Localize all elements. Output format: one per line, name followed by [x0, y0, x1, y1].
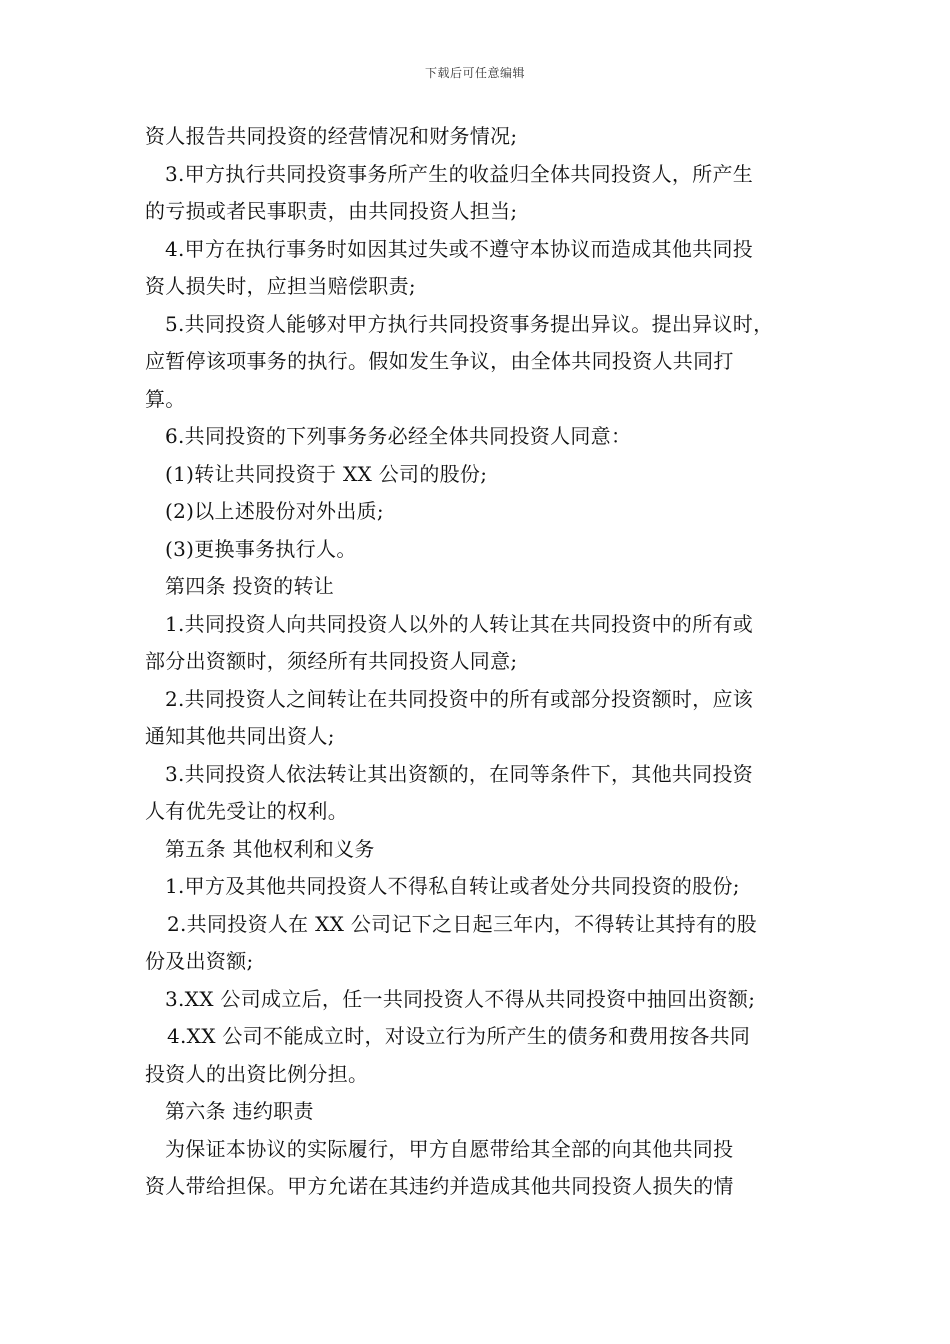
text-line: 算。 — [145, 386, 186, 411]
text-line: 通知其他共同出资人; — [145, 724, 335, 748]
text-line: (2)以上述股份对外出质; — [165, 499, 384, 523]
text-line: 人有优先受让的权利。 — [145, 799, 348, 823]
text-line: 6.共同投资的下列事务务必经全体共同投资人同意： — [165, 424, 632, 448]
text-line: 份及出资额; — [145, 949, 254, 973]
text-line: 1.甲方及其他共同投资人不得私自转让或者处分共同投资的股份; — [165, 874, 740, 898]
page-header: 下载后可任意编辑 — [424, 66, 525, 80]
document-body — [145, 118, 810, 1206]
text-line: 资人带给担保。甲方允诺在其违约并造成其他共同投资人损失的情 — [145, 1174, 734, 1198]
text-line: 4.甲方在执行事务时如因其过失或不遵守本协议而造成其他共同投 — [165, 236, 754, 261]
section-heading: 第五条 其他权利和义务 — [165, 836, 375, 861]
text-line: 4.XX 公司不能成立时，对设立行为所产生的债务和费用按各共同 — [167, 1024, 751, 1048]
text-line: 应暂停该项事务的执行。假如发生争议，由全体共同投资人共同打 — [145, 349, 734, 373]
text-line: 1.共同投资人向共同投资人以外的人转让其在共同投资中的所有或 — [165, 611, 754, 636]
text-line: 为保证本协议的实际履行，甲方自愿带给其全部的向其他共同投 — [165, 1136, 734, 1161]
text-line: 2.共同投资人在 XX 公司记下之日起三年内，不得转让其持有的股 — [167, 911, 757, 936]
text-line: 投资人的出资比例分担。 — [145, 1061, 369, 1086]
text-line: 3.共同投资人依法转让其出资额的，在同等条件下，其他共同投资 — [165, 761, 754, 786]
text-line: 3.XX 公司成立后，任一共同投资人不得从共同投资中抽回出资额; — [165, 986, 756, 1011]
text-line: (1)转让共同投资于 XX 公司的股份; — [165, 461, 488, 486]
text-line: 资人报告共同投资的经营情况和财务情况; — [145, 124, 518, 148]
text-line: 2.共同投资人之间转让在共同投资中的所有或部分投资额时，应该 — [165, 686, 754, 711]
text-line: 5.共同投资人能够对甲方执行共同投资事务提出异议。提出异议时， — [165, 311, 774, 336]
text-line: 3.甲方执行共同投资事务所产生的收益归全体共同投资人，所产生 — [165, 161, 754, 186]
section-heading: 第六条 违约职责 — [165, 1099, 314, 1123]
text-line: (3)更换事务执行人。 — [165, 536, 357, 561]
text-line: 部分出资额时，须经所有共同投资人同意; — [145, 649, 518, 673]
section-heading: 第四条 投资的转让 — [165, 574, 335, 598]
text-line: 的亏损或者民事职责，由共同投资人担当; — [145, 199, 518, 223]
text-line: 资人损失时，应担当赔偿职责; — [145, 274, 416, 298]
